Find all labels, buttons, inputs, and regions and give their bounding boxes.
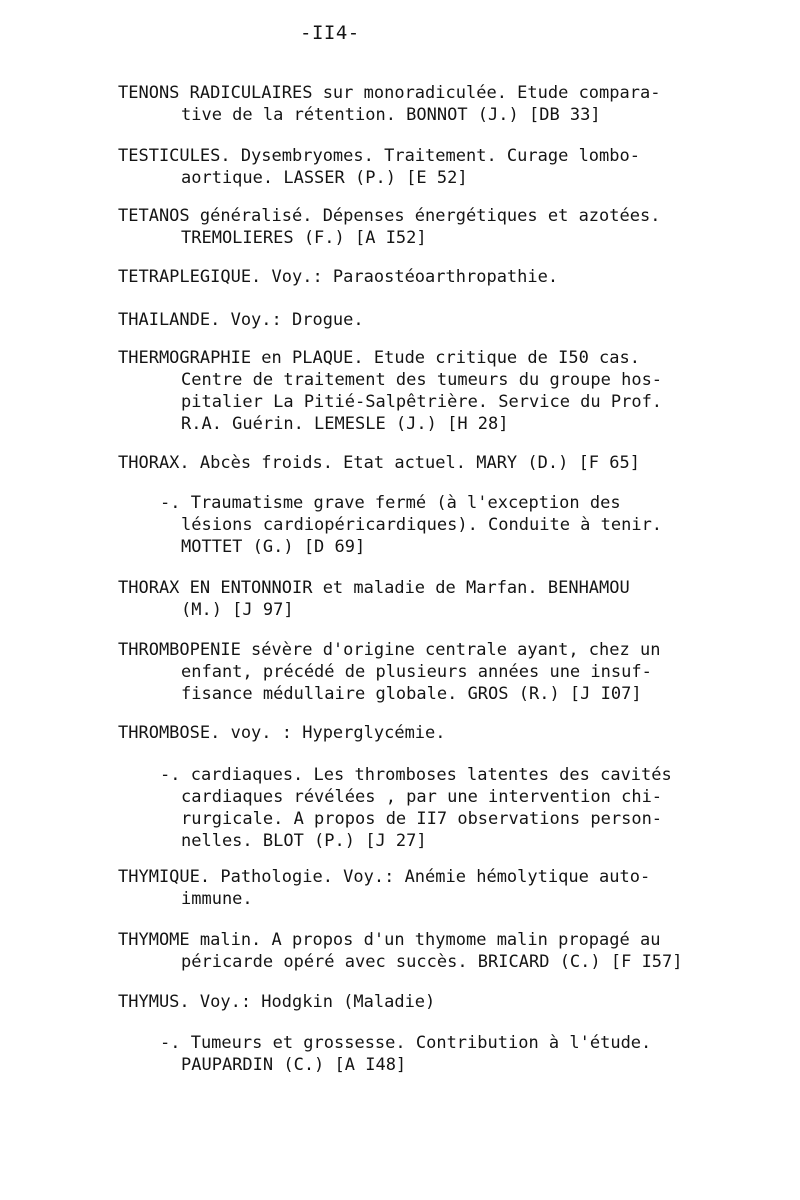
index-entry-thrombose (118, 722, 688, 744)
entry-line: rurgicale. A propos de II7 observations person- (181, 809, 663, 829)
entry-line: THROMBOPENIE sévère d'origine centrale ayant, chez un (118, 640, 661, 660)
index-entry-thymique (118, 866, 688, 910)
entry-line: TESTICULES. Dysembryomes. Traitement. Curage lombo- (118, 146, 640, 166)
entry-line: TETRAPLEGIQUE. Voy.: Paraostéoarthropathie. (118, 267, 559, 287)
entry-line: THAILANDE. Voy.: Drogue. (118, 310, 364, 330)
entry-line: THYMOME malin. A propos d'un thymome malin propagé au (118, 930, 661, 950)
index-entry-thrombopenie (118, 639, 688, 705)
entry-line: -. cardiaques. Les thromboses latentes des cavités (160, 765, 672, 785)
index-entry-thorax-en-entonnoir (118, 577, 688, 621)
index-subentry-thymus-tumeurs (160, 1032, 730, 1076)
entry-line: THYMUS. Voy.: Hodgkin (Maladie) (118, 992, 436, 1012)
entry-line: aortique. LASSER (P.) [E 52] (181, 168, 468, 188)
entry-line: tive de la rétention. BONNOT (J.) [DB 33] (181, 105, 601, 125)
entry-line: Centre de traitement des tumeurs du groupe hos- (181, 370, 663, 390)
index-entry-thailande (118, 309, 688, 331)
entry-line: lésions cardiopéricardiques). Conduite à tenir. (181, 515, 663, 535)
entry-line: pitalier La Pitié-Salpêtrière. Service du Prof. (181, 392, 663, 412)
entry-line: -. Tumeurs et grossesse. Contribution à l'étude. (160, 1033, 652, 1053)
entry-line: THYMIQUE. Pathologie. Voy.: Anémie hémolytique auto- (118, 867, 651, 887)
entry-line: TENONS RADICULAIRES sur monoradiculée. Etude compara- (118, 83, 661, 103)
entry-line: péricarde opéré avec succès. BRICARD (C.) [F I57] (181, 952, 683, 972)
entry-line: -. Traumatisme grave fermé (à l'exception des (160, 493, 621, 513)
index-entry-tetraplegique (118, 266, 688, 288)
index-entry-tetanos (118, 205, 688, 249)
entry-line: fisance médullaire globale. GROS (R.) [J I07] (181, 684, 642, 704)
entry-line: MOTTET (G.) [D 69] (181, 537, 366, 557)
index-entry-testicules (118, 145, 688, 189)
entry-line: cardiaques révélées , par une intervention chi- (181, 787, 663, 807)
entry-line: (M.) [J 97] (181, 600, 294, 620)
index-entry-thermographie (118, 347, 688, 435)
entry-line: TETANOS généralisé. Dépenses énergétiques et azotées. (118, 206, 661, 226)
entry-line: THROMBOSE. voy. : Hyperglycémie. (118, 723, 446, 743)
index-subentry-thorax-traumatisme (160, 492, 730, 558)
entry-line: nelles. BLOT (P.) [J 27] (181, 831, 427, 851)
entry-line: PAUPARDIN (C.) [A I48] (181, 1055, 407, 1075)
entry-line: enfant, précédé de plusieurs années une insuf- (181, 662, 652, 682)
index-entry-thymome (118, 929, 688, 973)
entry-line: THERMOGRAPHIE en PLAQUE. Etude critique de I50 cas. (118, 348, 640, 368)
entry-line: TREMOLIERES (F.) [A I52] (181, 228, 427, 248)
index-subentry-thrombose-cardiaques (160, 764, 730, 852)
entry-line: THORAX. Abcès froids. Etat actuel. MARY (D.) [F 65] (118, 453, 640, 473)
entry-line: R.A. Guérin. LEMESLE (J.) [H 28] (181, 414, 509, 434)
entry-line: immune. (181, 889, 253, 909)
page-number: -II4- (300, 22, 360, 44)
index-entry-thorax (118, 452, 688, 474)
entry-line: THORAX EN ENTONNOIR et maladie de Marfan. BENHAMOU (118, 578, 630, 598)
index-entry-thymus (118, 991, 688, 1013)
index-entry-tenons-radiculaires (118, 82, 688, 126)
